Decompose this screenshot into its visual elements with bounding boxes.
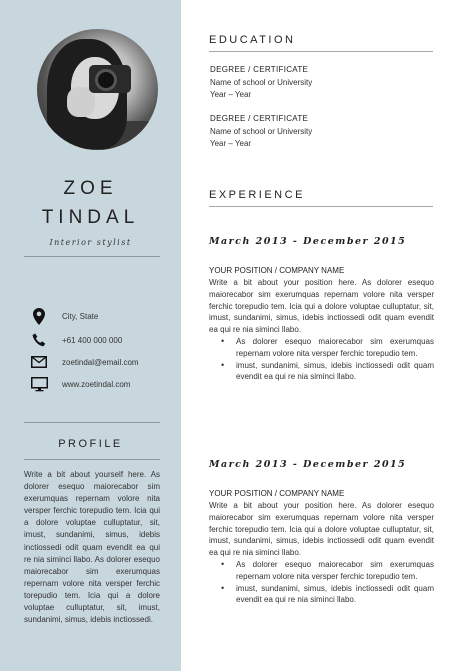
phone-text: +61 400 000 000 (62, 335, 123, 345)
education-entry (210, 113, 312, 151)
contact-website[interactable] (28, 374, 131, 394)
job-position: YOUR POSITION / COMPANY NAME (209, 266, 345, 275)
list-item: • As dolorer esequo maiorecabor sim exerumquas repernam volore nita versper ferchic torepudio tem. (226, 559, 434, 583)
job-position: YOUR POSITION / COMPANY NAME (209, 489, 345, 498)
divider (24, 256, 160, 257)
job-dates: March 2013 - December 2015 (209, 236, 407, 247)
first-name: ZOE (63, 178, 118, 199)
profile-photo (37, 29, 158, 150)
job-entry (209, 488, 434, 606)
list-item: • As dolorer esequo maiorecabor sim exerumquas repernam volore nita versper ferchic torepudio tem. (226, 336, 434, 360)
contact-phone (28, 330, 123, 350)
experience-heading: EXPERIENCE (209, 189, 305, 201)
school: Name of school or University (210, 126, 313, 136)
job-title: Interior stylist (49, 238, 132, 247)
job-bullets (226, 336, 434, 383)
degree: DEGREE / CERTIFICATE (210, 114, 309, 123)
job-entry (209, 265, 434, 383)
contact-email[interactable] (28, 352, 139, 372)
divider (24, 459, 160, 460)
profile-heading: PROFILE (58, 438, 123, 450)
school: Name of school or University (210, 77, 313, 87)
education-heading: EDUCATION (209, 34, 296, 46)
profile-text: Write a bit about yourself here. As dolorer esequo maiorecabor sim exerumquas repernam volore nita versper ferchic torepudio tem. Icia qui a dolore voluptae culluptatur, sit, imust, sundanimi, simus, idebis inctiossedi odit quam evendit ea qui re nia siminci llabo. As dolorer esequo maiorecabor sim exerumquas repernam volore nita versper ferchic torepudio tem. Icia qui a dolore voluptae culluptatur, sit, imust, sundanimi, simus, idebis inctiossedi. (24, 470, 160, 625)
list-item: • imust, sundanimi, simus, idebis inctiossedi odit quam evendit ea qui re nia siminci llabo. (226, 360, 434, 384)
list-item: • imust, sundanimi, simus, idebis inctiossedi odit quam evendit ea qui re nia siminci llabo. (226, 583, 434, 607)
job-description: Write a bit about your position here. As dolorer esequo maiorecabor sim exerumquas repernam volore nita versper ferchic torepudio tem. Icia qui a dolore voluptae culluptatur, sit, imust, sundanimi, simus, idebis inctiossedi odit quam evendit ea qui re nia siminci llabo. (209, 278, 434, 335)
phone-icon (28, 330, 50, 350)
education-entry (210, 64, 312, 102)
main-content (181, 0, 474, 671)
last-name: TINDAL (41, 207, 140, 228)
divider (24, 422, 160, 423)
divider (209, 206, 433, 207)
degree: DEGREE / CERTIFICATE (210, 65, 309, 74)
job-bullets (226, 559, 434, 606)
job-description: Write a bit about your position here. As dolorer esequo maiorecabor sim exerumquas repernam volore nita versper ferchic torepudio tem. Icia qui a dolore voluptae culluptatur, sit, imust, sundanimi, simus, idebis inctiossedi odit quam evendit ea qui re nia siminci llabo. (209, 501, 434, 558)
envelope-icon (28, 352, 50, 372)
years: Year – Year (210, 90, 252, 99)
contact-location (28, 306, 99, 326)
years: Year – Year (210, 139, 252, 148)
website-text[interactable]: www.zoetindal.com (62, 379, 131, 389)
location-pin-icon (28, 306, 50, 326)
sidebar (0, 0, 181, 671)
monitor-icon (28, 374, 50, 394)
job-dates: March 2013 - December 2015 (209, 459, 407, 470)
divider (209, 51, 433, 52)
location-text: City, State (62, 311, 99, 321)
email-text[interactable]: zoetindal@email.com (62, 357, 139, 367)
